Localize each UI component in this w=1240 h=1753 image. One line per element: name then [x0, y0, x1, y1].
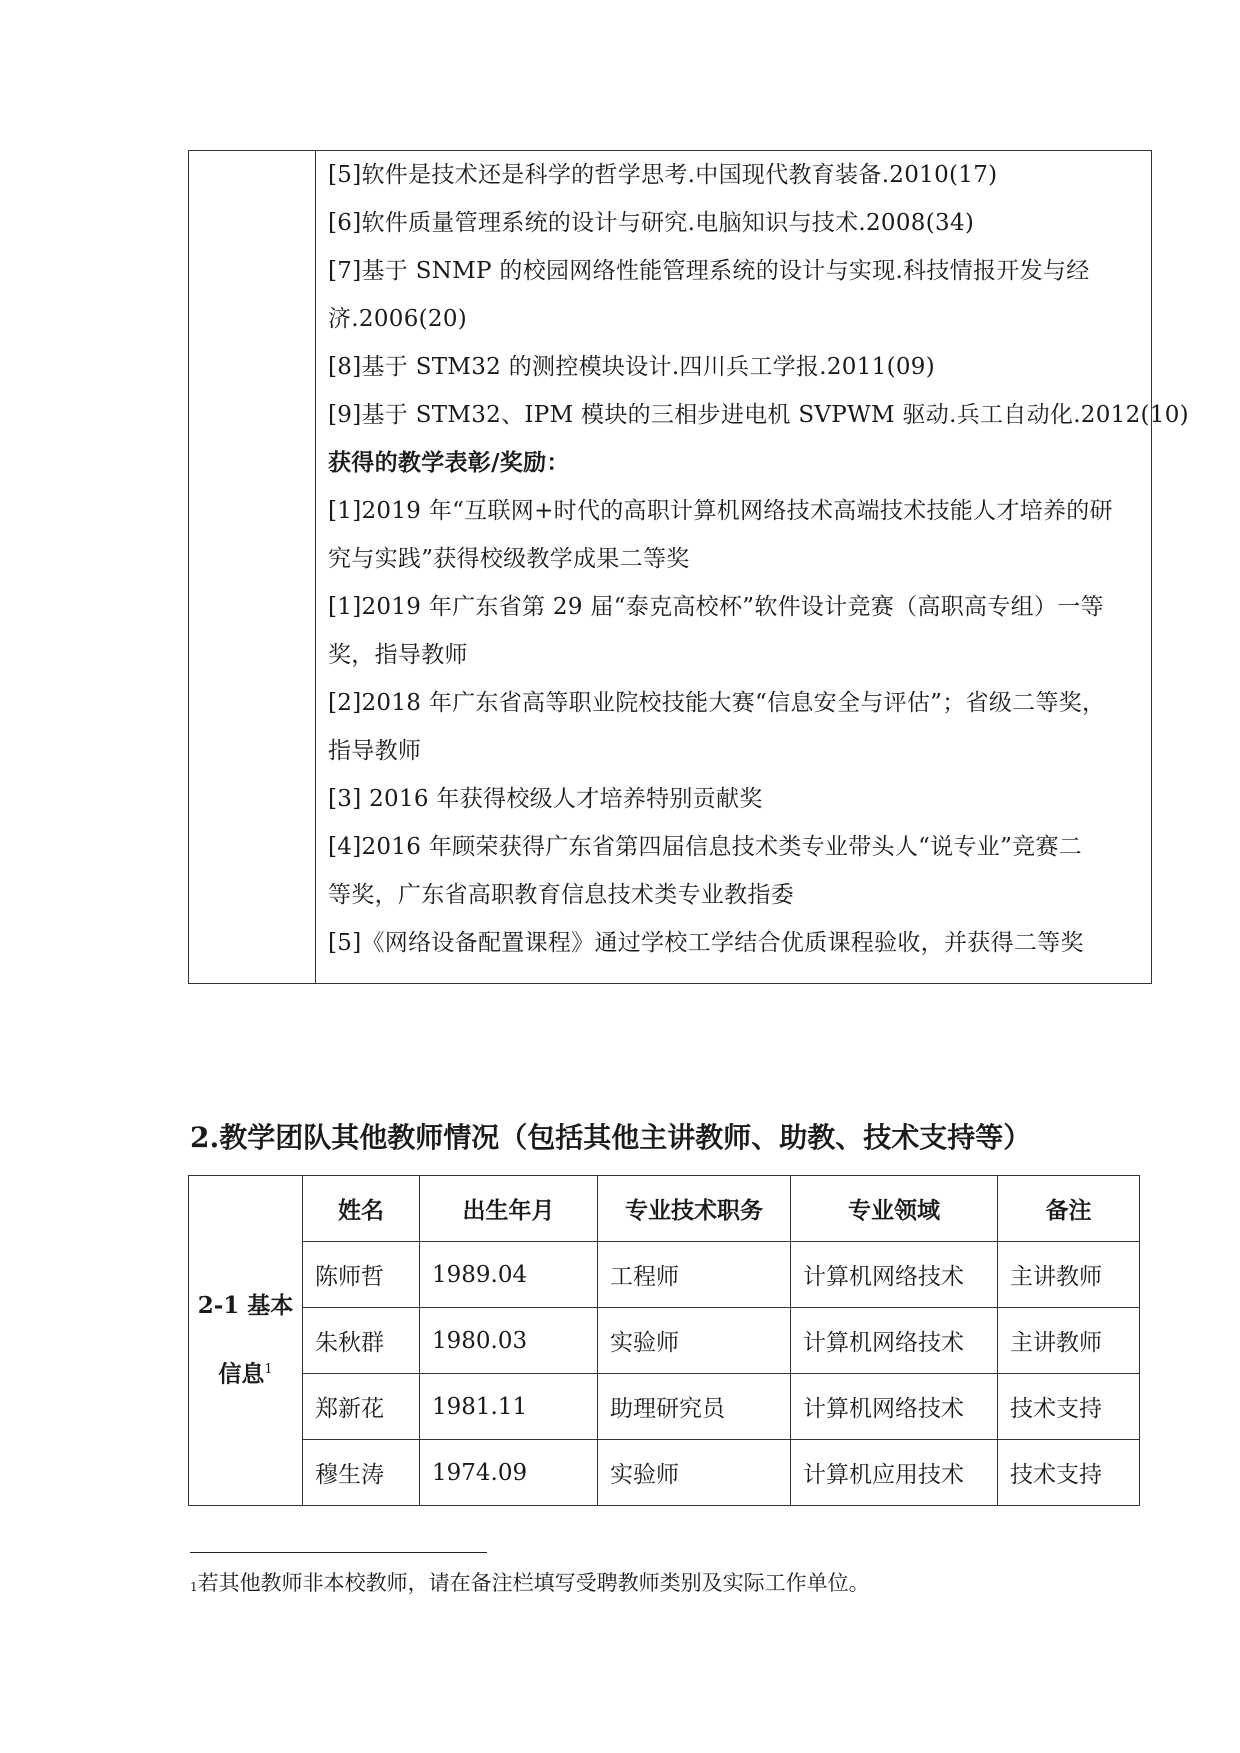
cell-title: 实验师: [598, 1440, 791, 1506]
cell-note: 技术支持: [998, 1374, 1140, 1440]
header-birth: 出生年月: [420, 1176, 598, 1242]
award-entry: [2]2018 年广东省高等职业院校技能大赛“信息安全与评估”；省级二等奖，: [328, 690, 1106, 716]
award-entry: [3] 2016 年获得校级人才培养特别贡献奖: [328, 786, 763, 812]
cell-field: 计算机网络技术: [791, 1242, 998, 1308]
footnote-text: 若其他教师非本校教师，请在备注栏填写受聘教师类别及实际工作单位。: [197, 1571, 870, 1595]
cell-field: 计算机应用技术: [791, 1440, 998, 1506]
award-entry: 奖，指导教师: [328, 642, 468, 668]
cell-note: 主讲教师: [998, 1242, 1140, 1308]
cell-field: 计算机网络技术: [791, 1308, 998, 1374]
basic-info-label: [189, 1176, 303, 1506]
cell-note: 主讲教师: [998, 1308, 1140, 1374]
section-title: 2.教学团队其他教师情况（包括其他主讲教师、助教、技术支持等）: [190, 1121, 1032, 1154]
table-row: [189, 1308, 1140, 1374]
cell-birth: 1989.04: [420, 1242, 598, 1308]
award-entry: [4]2016 年顾荣获得广东省第四届信息技术类专业带头人“说专业”竞赛二: [328, 834, 1083, 860]
header-title: 专业技术职务: [598, 1176, 791, 1242]
reference-entry: [5]软件是技术还是科学的哲学思考.中国现代教育装备.2010(17): [328, 162, 998, 188]
footnote-mark: 1: [190, 1580, 198, 1594]
award-entry: 究与实践”获得校级教学成果二等奖: [328, 546, 690, 572]
footnote-separator: [190, 1552, 487, 1553]
cell-name: 穆生涛: [303, 1440, 420, 1506]
award-entry: 指导教师: [328, 738, 422, 764]
table-row: [189, 1242, 1140, 1308]
reference-entry: [9]基于 STM32、IPM 模块的三相步进电机 SVPWM 驱动.兵工自动化.2012(10): [328, 402, 1189, 428]
footnote: [190, 1568, 870, 1598]
footnote-ref: 1: [264, 1362, 273, 1378]
reference-entry: 济.2006(20): [328, 306, 468, 332]
cell-field: 计算机网络技术: [791, 1374, 998, 1440]
award-entry: [1]2019 年“互联网+时代的高职计算机网络技术高端技术技能人才培养的研: [328, 498, 1113, 524]
achievements-label-cell: [189, 151, 316, 983]
cell-name: 陈师哲: [303, 1242, 420, 1308]
cell-title: 实验师: [598, 1308, 791, 1374]
header-name: 姓名: [303, 1176, 420, 1242]
cell-title: 助理研究员: [598, 1374, 791, 1440]
award-entry: [1]2019 年广东省第 29 届“泰克高校杯”软件设计竞赛（高职高专组）一等: [328, 594, 1104, 620]
achievements-table: [188, 150, 1189, 984]
cell-title: 工程师: [598, 1242, 791, 1308]
achievements-content: [328, 151, 1189, 967]
cell-note: 技术支持: [998, 1440, 1140, 1506]
cell-birth: 1974.09: [420, 1440, 598, 1506]
reference-entry: [6]软件质量管理系统的设计与研究.电脑知识与技术.2008(34): [328, 210, 975, 236]
reference-entry: [7]基于 SNMP 的校园网络性能管理系统的设计与实现.科技情报开发与经: [328, 258, 1090, 284]
basic-info-label-text: 2-1 基本信息: [197, 1292, 294, 1388]
award-entry: [5]《网络设备配置课程》通过学校工学结合优质课程验收，并获得二等奖: [328, 930, 1084, 956]
header-field: 专业领域: [791, 1176, 998, 1242]
teacher-info-table: [188, 1175, 1140, 1506]
table-row: [189, 1374, 1140, 1440]
table-row: [189, 1440, 1140, 1506]
table-header-row: [189, 1176, 1140, 1242]
cell-name: 朱秋群: [303, 1308, 420, 1374]
header-note: 备注: [998, 1176, 1140, 1242]
awards-heading: 获得的教学表彰/奖励：: [328, 449, 570, 476]
cell-birth: 1981.11: [420, 1374, 598, 1440]
award-entry: 等奖，广东省高职教育信息技术类专业教指委: [328, 882, 794, 908]
cell-name: 郑新花: [303, 1374, 420, 1440]
reference-entry: [8]基于 STM32 的测控模块设计.四川兵工学报.2011(09): [328, 354, 935, 380]
cell-birth: 1980.03: [420, 1308, 598, 1374]
